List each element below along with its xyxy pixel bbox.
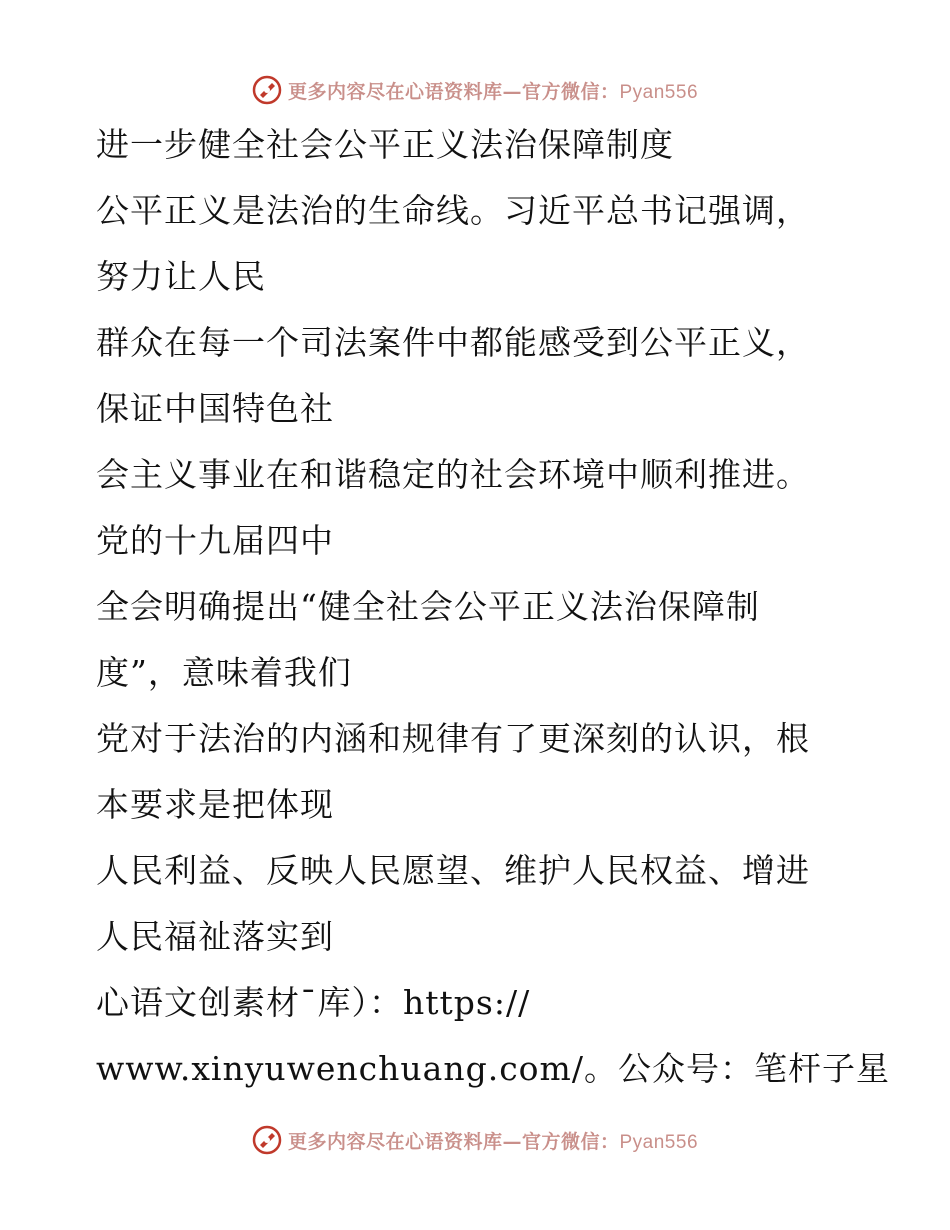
header-banner-text: 更多内容尽在心语资料库—官方微信：Pyan556: [287, 80, 699, 103]
document-line: 人民福祉落实到: [96, 917, 334, 956]
document-line: 公平正义是法治的生命线。习近平总书记强调，: [96, 191, 810, 230]
red-seal-logo-icon: [252, 75, 282, 105]
document-line: 群众在每一个司法案件中都能感受到公平正义，: [96, 323, 810, 362]
header-wechat-id: Pyan556: [619, 81, 699, 103]
footer-banner: [0, 1120, 950, 1160]
document-line: 党的十九届四中: [96, 521, 334, 560]
document-line: 度”，意味着我们: [96, 653, 352, 692]
document-line: 全会明确提出“健全社会公平正义法治保障制: [96, 587, 760, 626]
document-line: 进一步健全社会公平正义法治保障制度: [96, 125, 674, 164]
document-line: 努力让人民: [96, 257, 266, 296]
document-line: 会主义事业在和谐稳定的社会环境中顺利推进。: [96, 455, 810, 494]
footer-banner-text: 更多内容尽在心语资料库—官方微信：Pyan556: [287, 1130, 699, 1153]
document-line: 党对于法治的内涵和规律有了更深刻的认识，根: [96, 719, 810, 758]
document-body: [96, 112, 890, 1102]
document-line: 保证中国特色社: [96, 389, 334, 428]
document-line-url-part: 心语文创素材¯库）：https://: [96, 983, 531, 1022]
document-line: 人民利益、反映人民愿望、维护人民权益、增进: [96, 851, 810, 890]
red-seal-logo-icon: [252, 1125, 282, 1155]
footer-wechat-id: Pyan556: [619, 1131, 699, 1153]
header-banner: [0, 70, 950, 110]
document-line-url: www.xinyuwenchuang.com/。公众号：笔杆子星: [96, 1049, 890, 1088]
document-line: 本要求是把体现: [96, 785, 334, 824]
